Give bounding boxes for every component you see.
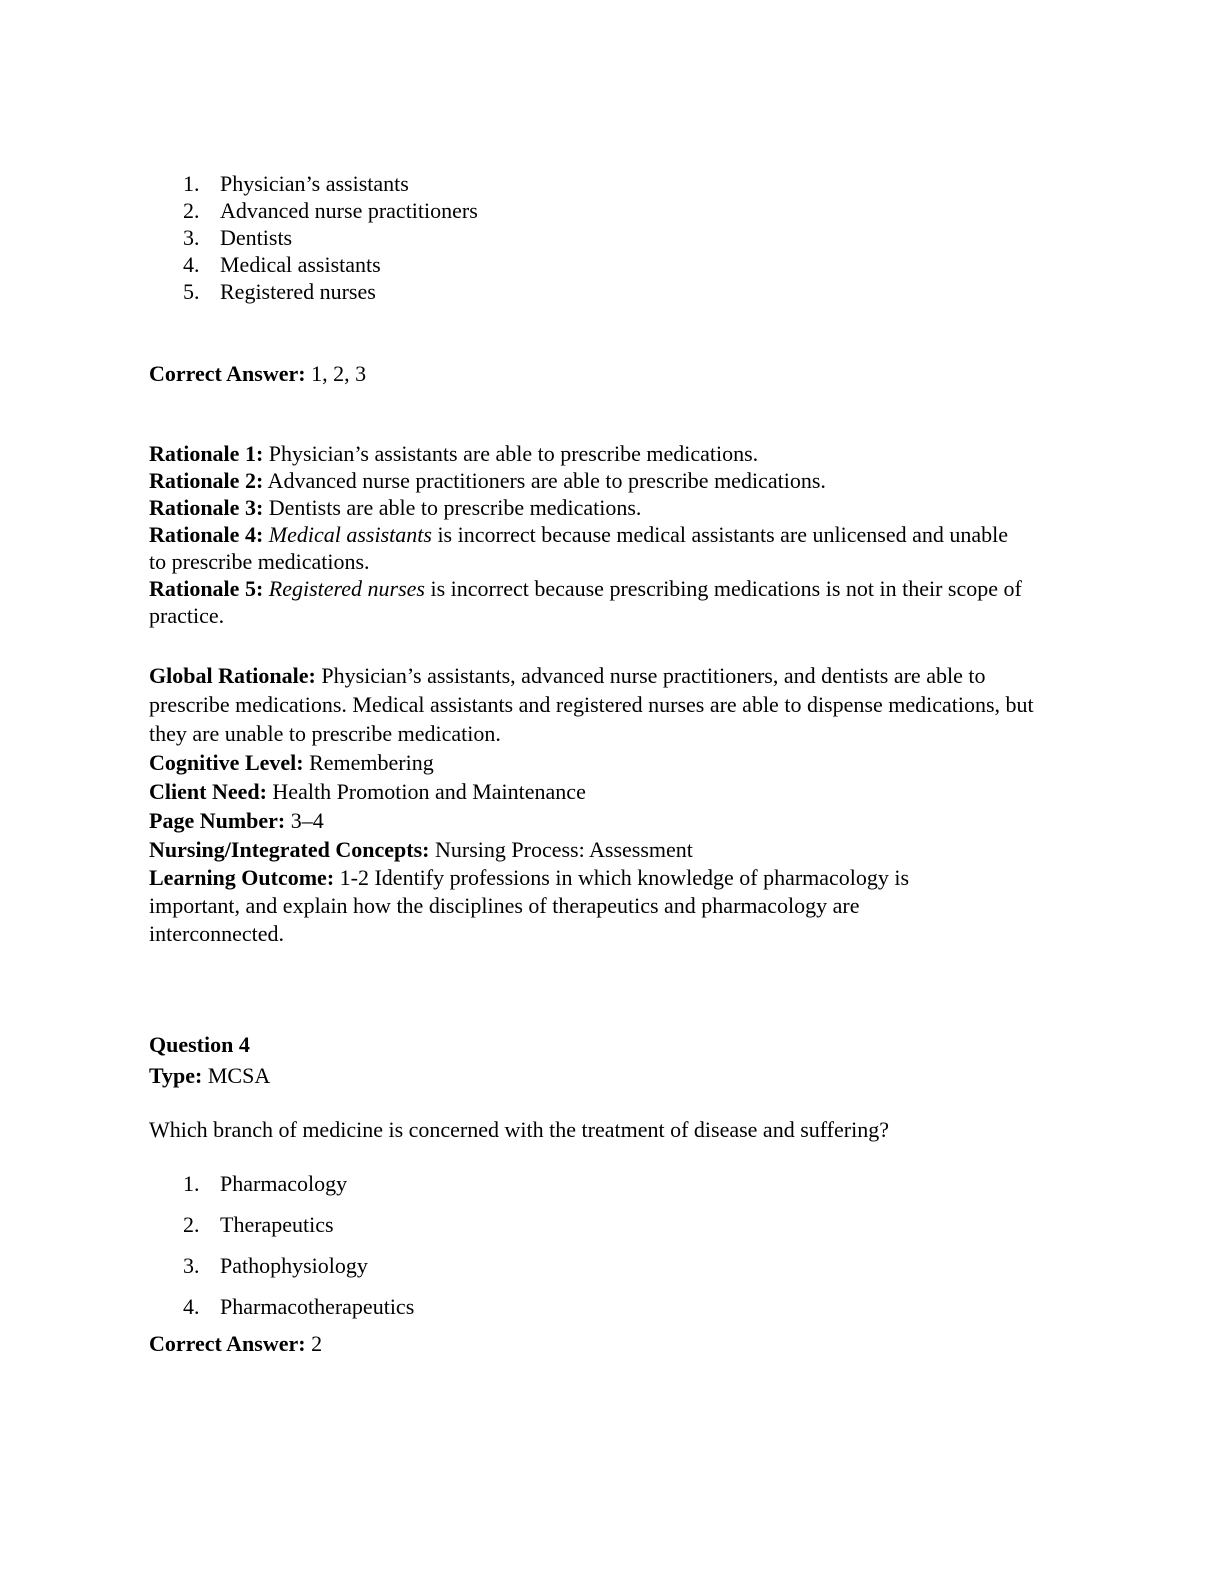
q3-correct-answer (149, 360, 1069, 387)
option-number: 1. (183, 1171, 200, 1196)
rationale-4 (149, 521, 1029, 575)
learning-outcome (149, 864, 989, 948)
rationale-text: Advanced nurse practitioners are able to prescribe medications. (263, 468, 826, 493)
client-need (149, 777, 1069, 806)
meta-value: 3–4 (285, 808, 324, 833)
rationale-text: is incorrect because prescribing medications is not in their scope of practice. (149, 576, 1022, 628)
rationale-italic: Medical assistants (268, 522, 432, 547)
rationale-label: Rationale 1: (149, 441, 264, 466)
option-number: 3. (183, 225, 200, 250)
integrated-concepts (149, 835, 1069, 864)
q3-options-list (149, 170, 1049, 305)
global-rationale-text: Physician’s assistants, advanced nurse practitioners, and dentists are able to prescribe medications. Medical assistants and registered nurses are able to dispense medications, but they are unable to prescribe medication. (149, 663, 1034, 746)
option-text: Therapeutics (220, 1212, 334, 1237)
q4-option (149, 1211, 1049, 1252)
q4-options-list (149, 1170, 1049, 1334)
rationale-5 (149, 575, 1029, 629)
global-rationale-label: Global Rationale: (149, 663, 316, 688)
type-label: Type: (149, 1063, 203, 1088)
meta-label: Cognitive Level: (149, 750, 304, 775)
q3-option (149, 197, 1049, 224)
q4-option (149, 1293, 1049, 1334)
option-number: 5. (183, 279, 200, 304)
rationale-italic: Registered nurses (268, 576, 425, 601)
rationale-2 (149, 467, 1029, 494)
q3-global-rationale (149, 661, 1069, 948)
option-number: 2. (183, 1212, 200, 1237)
rationale-label: Rationale 2: (149, 468, 264, 493)
option-text: Physician’s assistants (220, 171, 409, 196)
correct-answer-value: 1, 2, 3 (305, 361, 367, 386)
rationale-3 (149, 494, 1029, 521)
rationale-label: Rationale 4: (149, 522, 264, 547)
option-number: 1. (183, 171, 200, 196)
rationale-label: Rationale 3: (149, 495, 264, 520)
meta-value: Health Promotion and Maintenance (266, 779, 586, 804)
option-number: 4. (183, 1294, 200, 1319)
meta-label: Client Need: (149, 779, 267, 804)
correct-answer-label: Correct Answer: (149, 361, 306, 386)
page-number (149, 806, 1069, 835)
q4-option (149, 1170, 1049, 1211)
q3-option (149, 224, 1049, 251)
meta-label: Page Number: (149, 808, 286, 833)
q3-option (149, 278, 1049, 305)
q3-option (149, 251, 1049, 278)
q4-option (149, 1252, 1049, 1293)
option-number: 4. (183, 252, 200, 277)
meta-value: 1-2 Identify professions in which knowledge of pharmacology is important, and explain how the disciplines of therapeutics and pharmacology are interconnected. (149, 865, 910, 946)
q3-rationales (149, 440, 1029, 629)
option-text: Medical assistants (220, 252, 381, 277)
q4-header (149, 1029, 1069, 1091)
option-text: Registered nurses (220, 279, 376, 304)
question-type (149, 1060, 1069, 1091)
cognitive-level (149, 748, 1069, 777)
option-text: Dentists (220, 225, 293, 250)
correct-answer-value: 2 (305, 1331, 323, 1356)
meta-label: Nursing/Integrated Concepts: (149, 837, 430, 862)
option-text: Advanced nurse practitioners (220, 198, 478, 223)
question-title: Question 4 (149, 1032, 250, 1057)
option-text: Pharmacotherapeutics (220, 1294, 415, 1319)
q3-option (149, 170, 1049, 197)
rationale-text: Physician’s assistants are able to prescribe medications. (263, 441, 759, 466)
rationale-text: is incorrect because medical assistants are unlicensed and unable to prescribe medications. (149, 522, 1008, 574)
rationale-1 (149, 440, 1029, 467)
meta-value: Remembering (303, 750, 434, 775)
option-text: Pathophysiology (220, 1253, 368, 1278)
q4-correct-answer (149, 1330, 1069, 1357)
global-rationale (149, 661, 1069, 748)
option-text: Pharmacology (220, 1171, 348, 1196)
option-number: 2. (183, 198, 200, 223)
rationale-label: Rationale 5: (149, 576, 264, 601)
meta-value: Nursing Process: Assessment (429, 837, 693, 862)
option-number: 3. (183, 1253, 200, 1278)
correct-answer-label: Correct Answer: (149, 1331, 306, 1356)
meta-label: Learning Outcome: (149, 865, 335, 890)
rationale-text: Dentists are able to prescribe medications. (263, 495, 642, 520)
q4-stem: Which branch of medicine is concerned with the treatment of disease and suffering? (149, 1117, 889, 1142)
type-value: MCSA (202, 1063, 271, 1088)
